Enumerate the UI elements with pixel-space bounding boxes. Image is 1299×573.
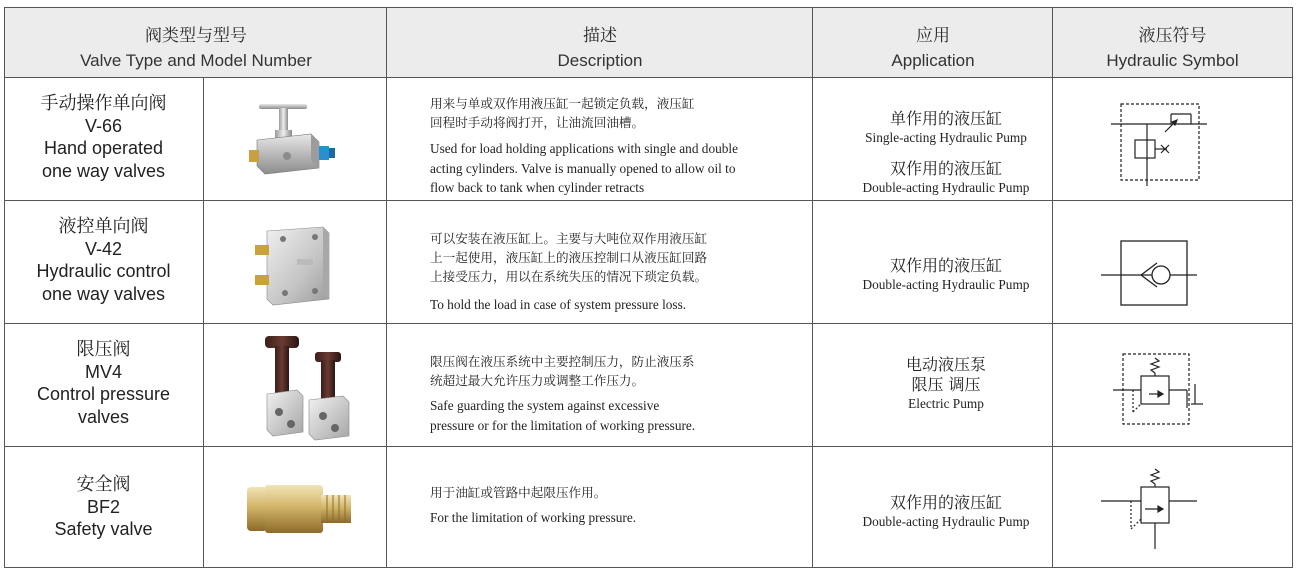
application	[840, 256, 1052, 294]
application-cn: 限压 调压	[911, 375, 981, 394]
header-valve-type-cn: 阀类型与型号	[145, 26, 247, 46]
valve-model: V-42	[84, 238, 123, 259]
description-line: For the limitation of working pressure.	[430, 510, 637, 525]
description-line: 回程时手动将阀打开，让油流回油槽。	[430, 115, 645, 130]
table-row	[5, 78, 1292, 200]
valve-name-en: valves	[77, 406, 130, 427]
header-symbol-cn: 液压符号	[1138, 26, 1207, 46]
header-symbol-en: Hydraulic Symbol	[1106, 51, 1239, 70]
description-line: 上一起使用，液压缸上的液压控制口从液压缸回路	[430, 250, 708, 265]
valve-model: V-66	[84, 115, 123, 136]
valve-name	[5, 92, 202, 182]
header-valve-type	[5, 8, 387, 78]
application-cn: 双作用的液压缸	[889, 256, 1002, 275]
description	[430, 483, 792, 528]
application-cn: 双作用的液压缸	[889, 493, 1002, 512]
header-application-en: Application	[891, 51, 975, 70]
description-en	[430, 396, 792, 435]
application-cn: 单作用的液压缸	[889, 109, 1002, 128]
description-cn	[430, 229, 792, 286]
valve-name	[5, 338, 202, 428]
application-en: Double-acting Hydraulic Pump	[862, 180, 1030, 195]
description	[430, 352, 792, 435]
pressure-relief-valve-symbol	[1113, 348, 1213, 434]
description-line: 用来与单或双作用液压缸一起锁定负载，液压缸	[430, 96, 695, 111]
valve-name-en: Safety valve	[54, 519, 153, 539]
description-line: flow back to tank when cylinder retracts	[430, 180, 645, 195]
application-cn: 电动液压泵	[905, 355, 986, 374]
valve-name-cn: 限压阀	[76, 339, 131, 359]
description-en	[430, 508, 792, 528]
description-line: pressure or for the limitation of working pressure.	[430, 417, 696, 433]
table-row	[5, 324, 1292, 446]
table-row	[5, 447, 1292, 568]
valve-name-cn: 安全阀	[76, 474, 131, 494]
application	[840, 493, 1052, 531]
valve-model: MV4	[84, 361, 122, 382]
header-symbol	[1053, 8, 1292, 78]
valve-name-en: Control pressure	[36, 384, 171, 404]
description-line: To hold the load in case of system pressure loss.	[430, 297, 687, 312]
valve-name	[5, 215, 202, 305]
description-line: Safe guarding the system against excessive	[430, 398, 660, 413]
application-en: Double-acting Hydraulic Pump	[862, 277, 1030, 292]
description-en	[430, 139, 792, 198]
description-line: 限压阀在液压系统中主要控制压力，防止液压系	[430, 354, 695, 369]
hand-operated-valve-symbol	[1111, 100, 1207, 186]
header-description	[387, 8, 813, 78]
description	[430, 229, 792, 315]
header-description-cn: 描述	[583, 26, 617, 46]
application-cn: 双作用的液压缸	[889, 159, 1002, 178]
application-en: Single-acting Hydraulic Pump	[865, 130, 1027, 145]
description-line: 可以安装在液压缸上。主要与大吨位双作用液压缸	[430, 231, 708, 246]
header-application	[813, 8, 1053, 78]
description-line: Used for load holding applications with single and double	[430, 141, 738, 156]
description-en	[430, 295, 792, 315]
table-row	[5, 201, 1292, 323]
description-cn	[430, 352, 792, 390]
valve-name-cn: 手动操作单向阀	[40, 93, 167, 113]
application	[840, 355, 1052, 413]
description	[430, 94, 792, 198]
description-line: acting cylinders. Valve is manually opened to allow oil to	[430, 160, 736, 176]
description-cn	[430, 94, 792, 132]
check-valve-symbol	[1101, 229, 1197, 307]
hand-valve-photo	[239, 94, 351, 186]
description-line: 用于油缸或管路中起限压作用。	[430, 485, 607, 500]
description-line: 上接受压力，用以在系统失压的情况下琐定负载。	[430, 269, 708, 284]
header-valve-type-en: Valve Type and Model Number	[80, 51, 312, 70]
application-en: Double-acting Hydraulic Pump	[862, 514, 1030, 529]
header-description-en: Description	[557, 51, 643, 70]
valve-name-en: Hand operated	[43, 138, 164, 158]
valve-name-en: Hydraulic control	[36, 261, 171, 281]
valve-table	[4, 7, 1293, 568]
valve-name-en: one way valves	[41, 283, 166, 304]
pilot-check-valve-photo	[245, 225, 345, 307]
valve-name-en: one way valves	[41, 160, 166, 181]
description-line: 统超过最大允许压力或调整工作压力。	[430, 373, 645, 388]
pressure-control-valve-photo	[255, 332, 365, 444]
application	[840, 109, 1052, 197]
valve-name-cn: 液控单向阀	[58, 216, 149, 236]
application-en: Electric Pump	[908, 396, 984, 411]
header-application-cn: 应用	[916, 26, 950, 46]
valve-name	[5, 473, 202, 541]
description-cn	[430, 483, 792, 502]
safety-valve-photo	[243, 481, 361, 537]
valve-model: BF2	[86, 496, 120, 517]
safety-valve-symbol	[1101, 465, 1201, 551]
